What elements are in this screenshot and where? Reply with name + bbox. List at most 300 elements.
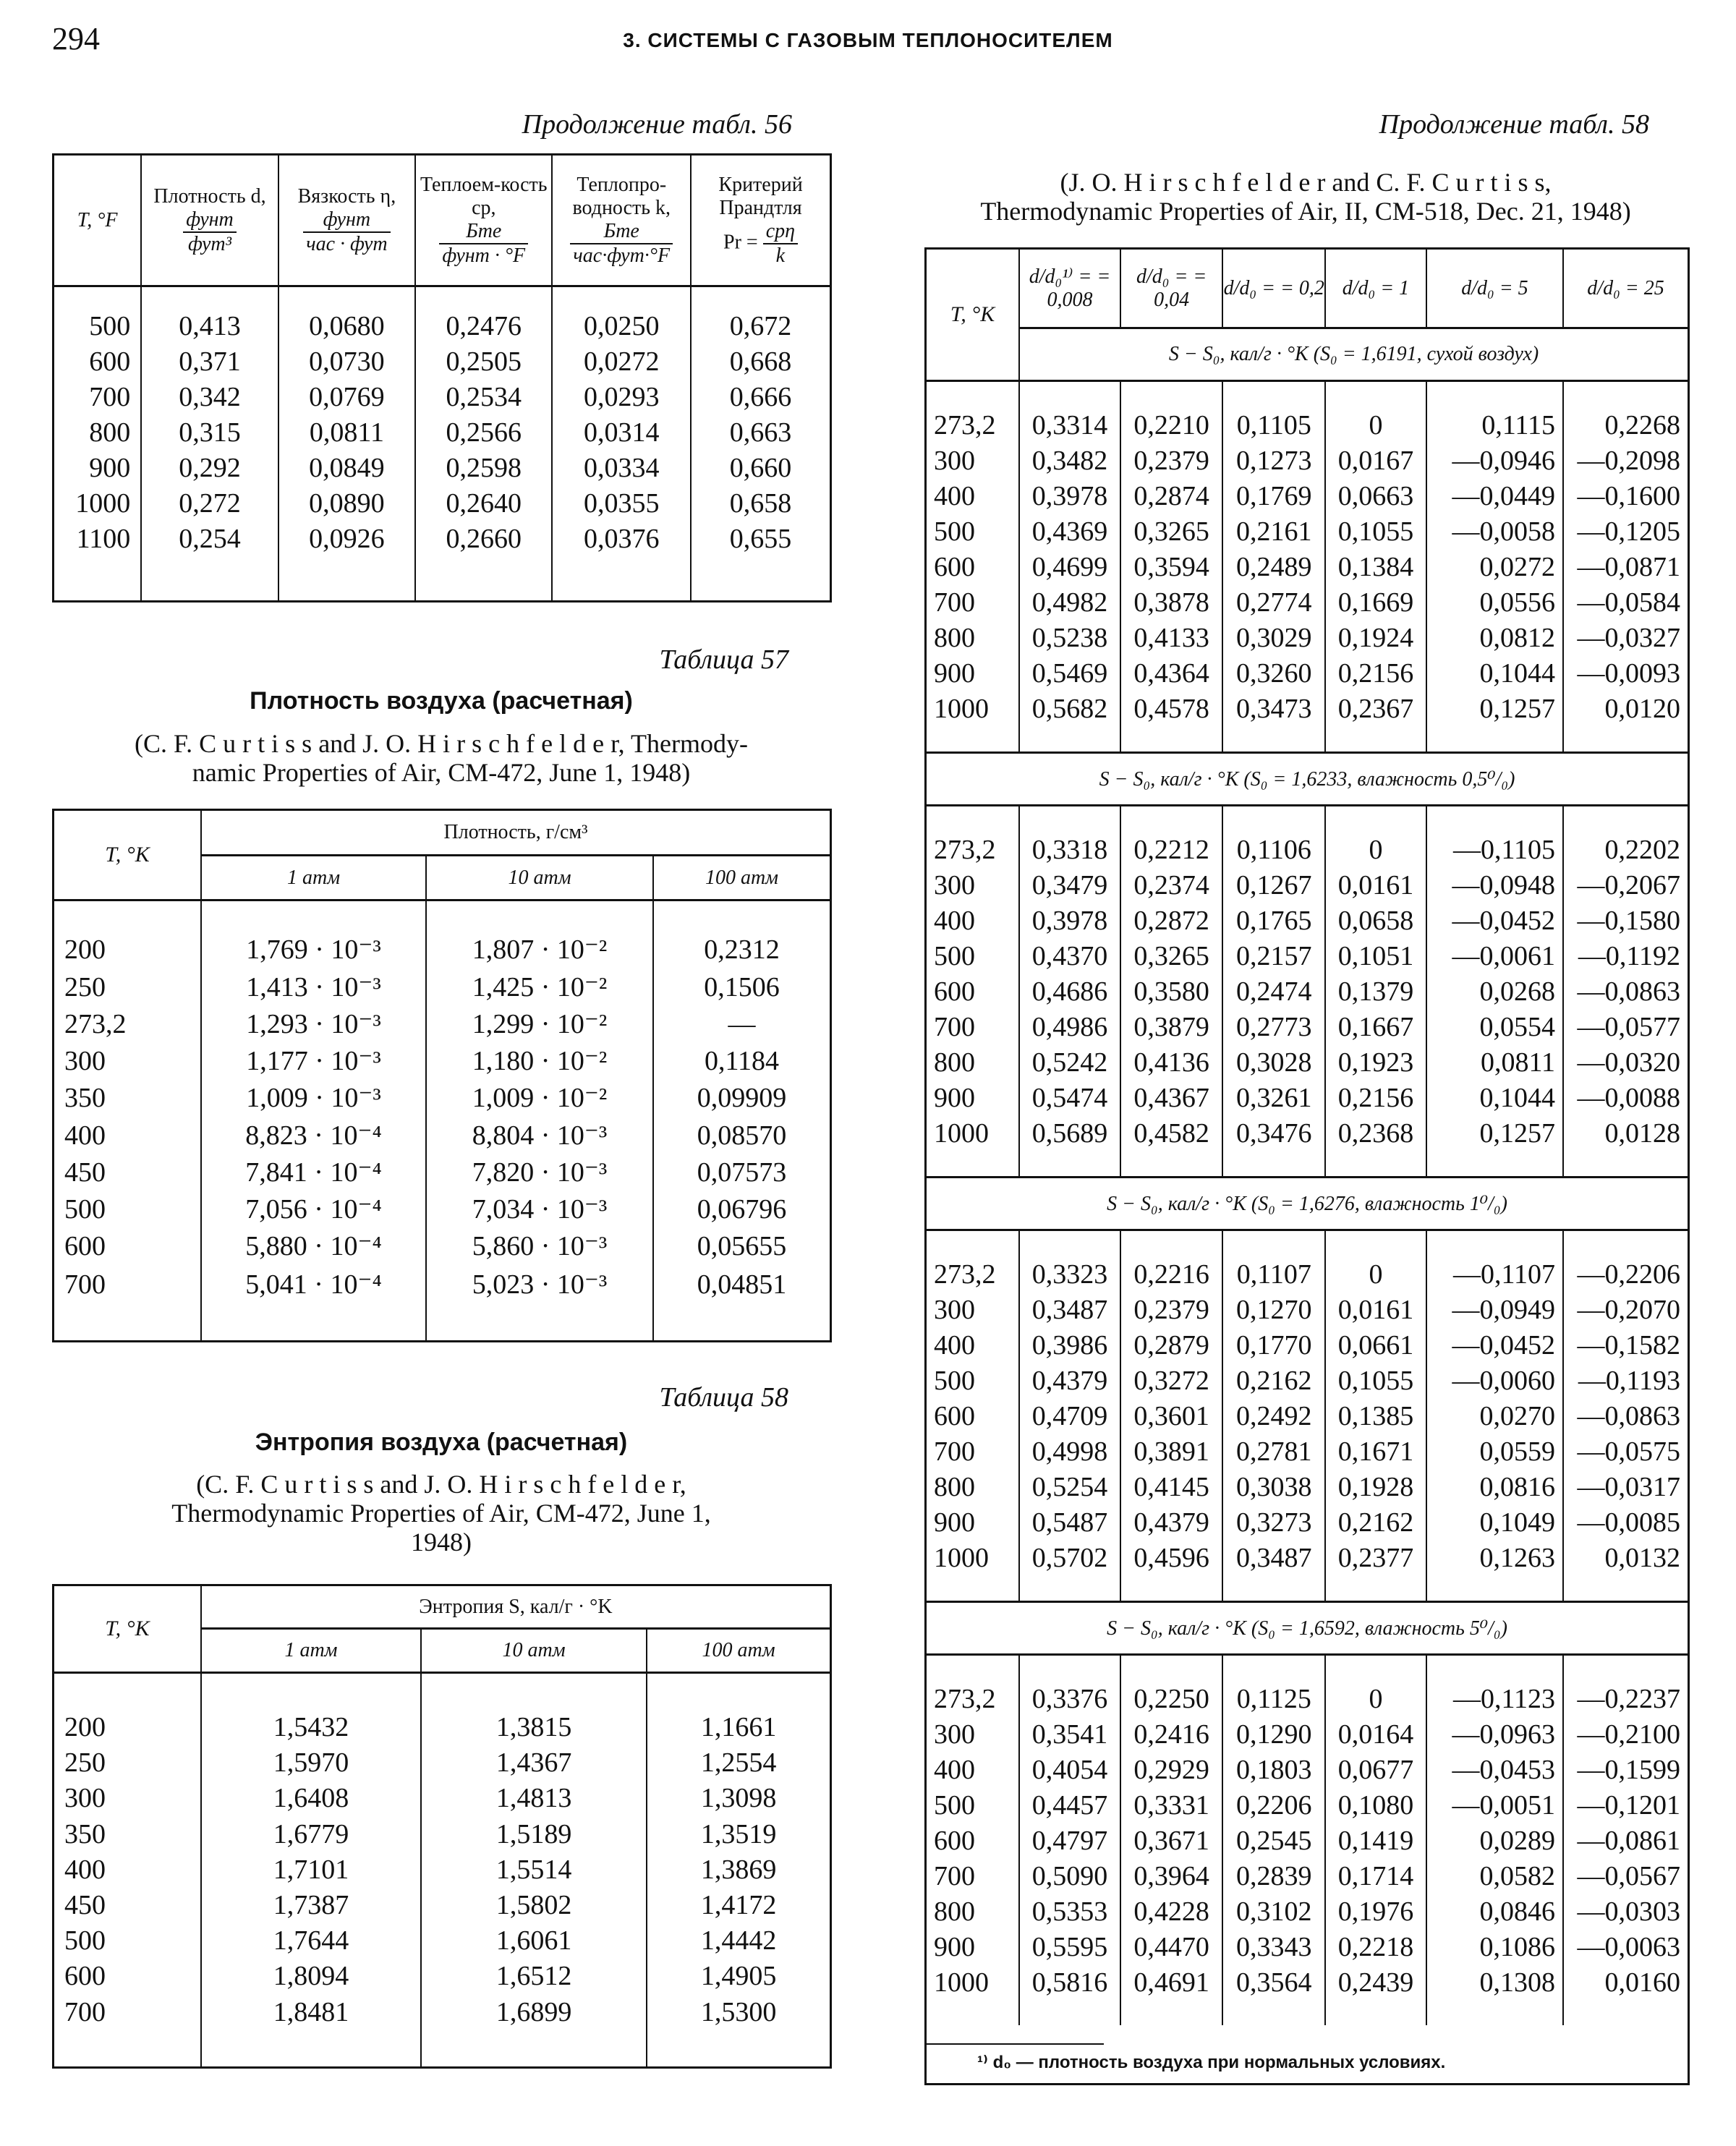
- table58cont-cell: 0,5242: [1019, 1045, 1120, 1081]
- table56-cell: 0,666: [691, 380, 830, 415]
- table58cont-cell: —0,1600: [1563, 479, 1688, 514]
- table56-cell: 0,0272: [552, 344, 691, 380]
- table58-cell: 1,8094: [201, 1959, 421, 1994]
- table57-cell: 7,034 · 10⁻³: [426, 1191, 653, 1228]
- table58cont-cell: 400: [934, 1755, 975, 1785]
- table58cont-cell: 0,4379: [1120, 1505, 1223, 1541]
- table58cont-cell: 0,3028: [1222, 1045, 1325, 1081]
- table58cont-row: [926, 382, 1689, 443]
- table58cont-row: [926, 806, 1689, 869]
- table58cont-cell: 0,3102: [1222, 1894, 1325, 1930]
- table58cont-cell: 0,3273: [1222, 1505, 1325, 1541]
- table58-row: [54, 1781, 831, 1816]
- table58cont-cell: 500: [934, 1366, 975, 1396]
- table58cont-cell: 0,2162: [1222, 1363, 1325, 1399]
- table58cont-cell: 0,3580: [1120, 974, 1223, 1010]
- table57-cell: 0,1506: [653, 969, 830, 1006]
- table58cont-row: [926, 1230, 1689, 1293]
- table58cont-cell: 700: [934, 587, 975, 618]
- table58cont-cell: 0,2206: [1222, 1788, 1325, 1823]
- table58cont-row: [926, 550, 1689, 585]
- table58-cell: 1,3869: [647, 1852, 830, 1888]
- table58cont-cell: 0,1667: [1325, 1010, 1426, 1045]
- table58cont-cell: 0,5689: [1019, 1116, 1120, 1178]
- table58cont-row: [926, 1753, 1689, 1788]
- table56-header-row: [54, 155, 831, 286]
- table58cont-row: [926, 1655, 1689, 1718]
- table58cont-cell: 0,3318: [1019, 806, 1120, 869]
- table58cont-cell: 0,4367: [1120, 1081, 1223, 1116]
- table58cont-cell: —0,0093: [1563, 656, 1688, 691]
- table58cont-cell: 0,2157: [1222, 939, 1325, 974]
- table58cont-cell: 0,1105: [1222, 382, 1325, 443]
- table58cont-block-label-2: S − S₀, кал/г · °K (S₀ = 1,6276, влажность 1⁰/₀): [926, 1178, 1689, 1230]
- table58cont-cell: 0,0658: [1325, 903, 1426, 939]
- table57-cell: 0,07573: [653, 1154, 830, 1191]
- table58cont-cell: 0,2202: [1563, 806, 1688, 869]
- table58-cell: 500: [64, 1925, 106, 1956]
- table58cont-row: [926, 1859, 1689, 1894]
- table58-cell: 1,4442: [647, 1923, 830, 1959]
- table58cont-cell: 0,4686: [1019, 974, 1120, 1010]
- table58cont-cell: —0,0963: [1426, 1717, 1563, 1753]
- table58cont-block-label-3: S − S₀, кал/г · °K (S₀ = 1,6592, влажность 5⁰/₀): [926, 1602, 1689, 1655]
- table58cont-row: [926, 1894, 1689, 1930]
- table58cont-cell: 0,2212: [1120, 806, 1223, 869]
- table58cont-cell: 400: [934, 1330, 975, 1361]
- table58cont-row: [926, 1293, 1689, 1328]
- table57-cell: 8,804 · 10⁻³: [426, 1117, 653, 1154]
- table58cont-cell: 800: [934, 1472, 975, 1502]
- table56-cell: 0,658: [691, 486, 830, 521]
- table58-cell: 1,7101: [201, 1852, 421, 1888]
- table58cont-cell: 0,5682: [1019, 691, 1120, 753]
- table58cont-cell: 0,1419: [1325, 1823, 1426, 1859]
- table58cont-cell: 0,3265: [1120, 514, 1223, 550]
- table58cont-cell: 0,1924: [1325, 621, 1426, 656]
- table56-header-viscosity: Вязкость η, $\frac{\text{фунт}}{\text{час · фут}}$: [278, 155, 415, 286]
- table57-cell: 1,413 · 10⁻³: [201, 969, 426, 1006]
- table57-cell: 0,09909: [653, 1080, 830, 1117]
- table58cont-cell: 0,4578: [1120, 691, 1223, 753]
- table58cont-row: [926, 1823, 1689, 1859]
- table58-header-t: T, °K: [105, 1616, 150, 1640]
- table56-cell: 0,2534: [415, 380, 552, 415]
- table57-header-group: Плотность, г/см³: [201, 810, 830, 856]
- table58-cell: 1,2554: [647, 1745, 830, 1781]
- table58cont-cell: 0,2416: [1120, 1717, 1223, 1753]
- table58cont-cell: 0,0160: [1563, 1965, 1688, 2025]
- table56-cell: 0,0334: [552, 451, 691, 486]
- table58-cell: 250: [64, 1747, 106, 1779]
- table58-cell: 1,6512: [421, 1959, 647, 1994]
- table58cont-cell: —0,0863: [1563, 1399, 1688, 1434]
- table58cont-cell: 900: [934, 658, 975, 689]
- table58cont-cell: 0,2210: [1120, 382, 1223, 443]
- table56-row: [54, 286, 831, 345]
- table57-row: [54, 1265, 831, 1341]
- table58cont-cell: 0,2489: [1222, 550, 1325, 585]
- table58cont-cell: 0,0811: [1426, 1045, 1563, 1081]
- table58cont-row: [926, 585, 1689, 621]
- table58cont-cell: 0,2773: [1222, 1010, 1325, 1045]
- table58cont-cell: 0,3594: [1120, 550, 1223, 585]
- table58cont-cell: —0,2206: [1563, 1230, 1688, 1293]
- table56-cell: 0,2640: [415, 486, 552, 521]
- table58cont-cell: 500: [934, 941, 975, 971]
- table58cont-cell: 0,1125: [1222, 1655, 1325, 1718]
- table58cont-cell: —0,0303: [1563, 1894, 1688, 1930]
- table57-cell: 5,860 · 10⁻³: [426, 1228, 653, 1265]
- table58-row: [54, 1852, 831, 1888]
- table58cont-cell: 0,5487: [1019, 1505, 1120, 1541]
- table58cont-cell: 0,2156: [1325, 656, 1426, 691]
- table57-cell: 1,299 · 10⁻²: [426, 1006, 653, 1043]
- table58cont-cell: 0,5254: [1019, 1470, 1120, 1505]
- table58cont-cell: 0,1928: [1325, 1470, 1426, 1505]
- table58cont-cell: —0,1193: [1563, 1363, 1688, 1399]
- table56-cell: 0,0730: [278, 344, 415, 380]
- table56-cell: 0,0355: [552, 486, 691, 521]
- table58cont-cell: —0,0051: [1426, 1788, 1563, 1823]
- table58cont-row: [926, 443, 1689, 479]
- table57-cell: 5,041 · 10⁻⁴: [201, 1265, 426, 1341]
- table58cont-cell: —0,1205: [1563, 514, 1688, 550]
- table58cont-cell: 0,2439: [1325, 1965, 1426, 2025]
- table58cont-cell: 0,3487: [1222, 1541, 1325, 1602]
- table57-row: [54, 1228, 831, 1265]
- table58cont-cell: —0,0063: [1563, 1930, 1688, 1965]
- table56-row: [54, 486, 831, 521]
- table58cont-cell: 0,1049: [1426, 1505, 1563, 1541]
- page-number: 294: [52, 21, 100, 56]
- table57-cell: 5,880 · 10⁻⁴: [201, 1228, 426, 1265]
- table58cont-cell: 0,3879: [1120, 1010, 1223, 1045]
- table58cont-cell: 273,2: [934, 1259, 996, 1290]
- table58cont-cell: 400: [934, 906, 975, 936]
- table58cont-cell: 0,4709: [1019, 1399, 1120, 1434]
- table58cont-cell: —0,0060: [1426, 1363, 1563, 1399]
- table57-cell: 7,056 · 10⁻⁴: [201, 1191, 426, 1228]
- table58cont-cell: 0,1923: [1325, 1045, 1426, 1081]
- table58cont-cell: —0,1580: [1563, 903, 1688, 939]
- table58cont-cell: 0,3265: [1120, 939, 1223, 974]
- table58cont-cell: 273,2: [934, 410, 996, 440]
- table58cont-cell: 0,4370: [1019, 939, 1120, 974]
- table58cont-cell: 0,1051: [1325, 939, 1426, 974]
- table58cont-cell: 0,0167: [1325, 443, 1426, 479]
- table57-cell: 1,807 · 10⁻²: [426, 900, 653, 969]
- table58cont-cell: 0,0663: [1325, 479, 1426, 514]
- table56-caption: Продолжение табл. 56: [522, 109, 792, 140]
- table57-header-1atm: 1 атм: [201, 855, 426, 900]
- table58cont-cell: 900: [934, 1932, 975, 1962]
- table58cont-row: [926, 1717, 1689, 1753]
- table58cont-row: [926, 1470, 1689, 1505]
- table58cont-cell: —0,0327: [1563, 621, 1688, 656]
- table58cont-cell: 0,2929: [1120, 1753, 1223, 1788]
- table58cont-cell: 800: [934, 623, 975, 653]
- table56-cell: 0,672: [691, 286, 830, 345]
- table58cont-cell: 800: [934, 1047, 975, 1078]
- table58cont-cell: 0,0132: [1563, 1541, 1688, 1602]
- table58cont-cell: 600: [934, 1401, 975, 1431]
- table58cont-cell: 0,4145: [1120, 1470, 1223, 1505]
- table56-cell: 0,2660: [415, 521, 552, 602]
- table58cont-cell: —0,0863: [1563, 974, 1688, 1010]
- table56-cell: 0,0926: [278, 521, 415, 602]
- table58cont-cell: 900: [934, 1507, 975, 1538]
- table57-cell: 8,823 · 10⁻⁴: [201, 1117, 426, 1154]
- table58cont-row: [926, 691, 1689, 753]
- table58-row: [54, 1672, 831, 1745]
- table57-cell: 0,05655: [653, 1228, 830, 1265]
- table58cont-cell: 0,1257: [1426, 691, 1563, 753]
- table58cont-cell: —0,0949: [1426, 1293, 1563, 1328]
- table58cont-cell: 0,1669: [1325, 585, 1426, 621]
- table58cont-cell: —0,0577: [1563, 1010, 1688, 1045]
- table56-header-prandtl: Критерий Прандтля Pr = $\frac{\text{cpη}}{k}$: [691, 155, 830, 286]
- table58cont-cell: 0,1080: [1325, 1788, 1426, 1823]
- table58cont-row: [926, 1081, 1689, 1116]
- table56-cell: 700: [89, 382, 131, 412]
- table58cont-cell: 0,5090: [1019, 1859, 1120, 1894]
- table58-cell: 1,7644: [201, 1923, 421, 1959]
- table57-cell: 0,2312: [653, 900, 830, 969]
- table58-source: (C. F. C u r t i s s and J. O. H i r s c h f e l d e r, Thermodynamic Properties of Air, CM-472, June 1, 1948): [171, 1470, 711, 1557]
- table57-cell: 1,009 · 10⁻²: [426, 1080, 653, 1117]
- table58cont-cell: 0,1714: [1325, 1859, 1426, 1894]
- table57-cell: 400: [64, 1120, 106, 1151]
- table57-header-100atm: 100 атм: [653, 855, 830, 900]
- table58-title: Энтропия воздуха (расчетная): [255, 1428, 628, 1456]
- table58cont-cell: 273,2: [934, 835, 996, 865]
- table56-cell: 0,371: [141, 344, 278, 380]
- table58cont-source: (J. O. H i r s c h f e l d e r and C. F. C u r t i s s, Thermodynamic Properties of Air, II, CM-518, Dec. 21, 1948): [980, 168, 1631, 226]
- table58cont-cell: 0,1976: [1325, 1894, 1426, 1930]
- table58cont-header-4: d/d₀ = 5: [1426, 249, 1563, 328]
- table58cont-row: [926, 514, 1689, 550]
- table56-cell: 0,0250: [552, 286, 691, 345]
- table58cont-cell: 0,5702: [1019, 1541, 1120, 1602]
- table58cont-cell: —0,0085: [1563, 1505, 1688, 1541]
- table58cont-cell: —0,0061: [1426, 939, 1563, 974]
- table57-cell: 1,177 · 10⁻³: [201, 1043, 426, 1080]
- table58cont-cell: 600: [934, 976, 975, 1007]
- table57-cell: 300: [64, 1046, 106, 1077]
- table58cont-cell: 0,2774: [1222, 585, 1325, 621]
- table58cont-cell: 0,3479: [1019, 868, 1120, 903]
- table56-cell: 0,254: [141, 521, 278, 602]
- table58cont-cell: 0,4582: [1120, 1116, 1223, 1178]
- table58cont-cell: 0,4596: [1120, 1541, 1223, 1602]
- table58cont-cell: 0,0677: [1325, 1753, 1426, 1788]
- table56-header-conductivity: Теплопро-водность k, $\frac{\text{Бте}}{\text{час·фут·°F}}$: [552, 155, 691, 286]
- table58cont-cell: 0: [1325, 1655, 1426, 1718]
- table58cont-cell: 0,2268: [1563, 382, 1688, 443]
- table58cont-cell: 0,3323: [1019, 1230, 1120, 1293]
- table58-cell: 1,3519: [647, 1816, 830, 1852]
- table58cont-cell: —0,1105: [1426, 806, 1563, 869]
- table56-row: [54, 521, 831, 602]
- table58cont-row: [926, 1045, 1689, 1081]
- table58cont-cell: 0,2879: [1120, 1328, 1223, 1363]
- table56-body: [54, 286, 831, 602]
- table56-cell: 800: [89, 417, 131, 448]
- table58cont-header-t: T, °K: [950, 302, 995, 326]
- table58cont-cell: 900: [934, 1083, 975, 1113]
- table58cont-cell: 700: [934, 1012, 975, 1042]
- table58cont-cell: 0,1769: [1222, 479, 1325, 514]
- table58cont-cell: 0,4133: [1120, 621, 1223, 656]
- table58cont-cell: 0,2218: [1325, 1930, 1426, 1965]
- table57-cell: 450: [64, 1157, 106, 1188]
- table57-cell: 0,1184: [653, 1043, 830, 1080]
- table58-cell: 1,4172: [647, 1888, 830, 1923]
- table58-cell: 1,5970: [201, 1745, 421, 1781]
- table57-row: [54, 1006, 831, 1043]
- table58cont-row: [926, 868, 1689, 903]
- table58-cell: 1,6899: [421, 1995, 647, 2068]
- table58cont-cell: 0,5353: [1019, 1894, 1120, 1930]
- table57-row: [54, 969, 831, 1006]
- table58cont-cell: 0,1270: [1222, 1293, 1325, 1328]
- table58cont-row: [926, 1788, 1689, 1823]
- table58-cell: 350: [64, 1818, 106, 1849]
- table58cont-row: [926, 1399, 1689, 1434]
- table58-row: [54, 1745, 831, 1781]
- table56-header-heatcap: Теплоем-кость cp, $\frac{\text{Бте}}{\text{фунт · °F}}$: [415, 155, 552, 286]
- table58cont-cell: 0,3473: [1222, 691, 1325, 753]
- table58cont-cell: 0,2374: [1120, 868, 1223, 903]
- table56-cell: 0,0890: [278, 486, 415, 521]
- table58cont-cell: 0,1267: [1222, 868, 1325, 903]
- table58cont-cell: 0,3261: [1222, 1081, 1325, 1116]
- table57-cell: 0,08570: [653, 1117, 830, 1154]
- table58cont-cell: 700: [934, 1436, 975, 1467]
- table58-cell: 600: [64, 1961, 106, 1992]
- table58cont-cell: 0,2368: [1325, 1116, 1426, 1178]
- table58cont-cell: 0,3314: [1019, 382, 1120, 443]
- table58cont-row: [926, 974, 1689, 1010]
- table58cont-cell: 1000: [934, 1967, 989, 1998]
- table58cont-cell: 0,4998: [1019, 1434, 1120, 1470]
- table58-cell: 1,5189: [421, 1816, 647, 1852]
- table57-body: [54, 900, 831, 1342]
- table58cont-cell: —0,0449: [1426, 479, 1563, 514]
- table58cont-cell: —0,2098: [1563, 443, 1688, 479]
- table56-cell: 0,660: [691, 451, 830, 486]
- table58cont-cell: 0,0161: [1325, 868, 1426, 903]
- table58cont-cell: 0,4986: [1019, 1010, 1120, 1045]
- running-head: 3. СИСТЕМЫ С ГАЗОВЫМ ТЕПЛОНОСИТЕЛЕМ: [623, 29, 1113, 51]
- table58cont-cell: 0,3476: [1222, 1116, 1325, 1178]
- table58cont-row: [926, 621, 1689, 656]
- table58cont-cell: 0,3029: [1222, 621, 1325, 656]
- table56-cell: 0,0293: [552, 380, 691, 415]
- table58cont-cell: 0,1273: [1222, 443, 1325, 479]
- table58cont-cell: 0,3376: [1019, 1655, 1120, 1718]
- table58cont-cell: 0,4369: [1019, 514, 1120, 550]
- table58cont-cell: 0,3487: [1019, 1293, 1120, 1328]
- table58cont-cell: 0,4054: [1019, 1753, 1120, 1788]
- table58-cell: 400: [64, 1854, 106, 1885]
- table57-cell: 0,06796: [653, 1191, 830, 1228]
- table58cont-cell: 0,3978: [1019, 479, 1120, 514]
- table58cont-cell: —0,1582: [1563, 1328, 1688, 1363]
- table57-row: [54, 1043, 831, 1080]
- table58cont-cell: —0,0058: [1426, 514, 1563, 550]
- table58cont-cell: 0,3038: [1222, 1470, 1325, 1505]
- table58cont-caption: Продолжение табл. 58: [1379, 109, 1649, 140]
- table58cont-cell: 0,0661: [1325, 1328, 1426, 1363]
- table58cont-cell: —0,0946: [1426, 443, 1563, 479]
- table57-source: (C. F. C u r t i s s and J. O. H i r s c h f e l d e r, Thermody- namic Properties of Air, CM-472, June 1, 1948): [135, 729, 748, 787]
- table58cont-cell: 0,4136: [1120, 1045, 1223, 1081]
- table58cont-cell: 1000: [934, 1118, 989, 1149]
- table58cont-header-3: d/d₀ = 1: [1325, 249, 1426, 328]
- table57-cell: 7,820 · 10⁻³: [426, 1154, 653, 1191]
- table58-cell: 1,8481: [201, 1995, 421, 2068]
- footnote: ¹⁾ d₀ — плотность воздуха при нормальных условиях.: [977, 2053, 1446, 2072]
- table58cont-cell: 0,3343: [1222, 1930, 1325, 1965]
- table58cont-cell: 0,0268: [1426, 974, 1563, 1010]
- table58cont-body: [926, 381, 1689, 2026]
- table56-cell: 600: [89, 346, 131, 377]
- table58-row: [54, 1995, 831, 2068]
- table58cont-cell: 500: [934, 1790, 975, 1821]
- table56-cell: 0,2566: [415, 415, 552, 451]
- table58cont-cell: 700: [934, 1861, 975, 1891]
- table58cont-cell: —0,0452: [1426, 903, 1563, 939]
- table58-header-100atm: 100 атм: [647, 1629, 830, 1672]
- table58-cell: 1,5514: [421, 1852, 647, 1888]
- table58cont-cell: 0,4364: [1120, 656, 1223, 691]
- table58cont-cell: 0,1290: [1222, 1717, 1325, 1753]
- table58-cell: 1,7387: [201, 1888, 421, 1923]
- table58-cell: 200: [64, 1711, 106, 1742]
- table58cont-cell: 0,5595: [1019, 1930, 1120, 1965]
- table58cont-cell: —0,1599: [1563, 1753, 1688, 1788]
- table58cont-cell: 0,2379: [1120, 1293, 1223, 1328]
- table58-row: [54, 1923, 831, 1959]
- table56-cell: 0,2476: [415, 286, 552, 345]
- table58-cell: 1,4905: [647, 1959, 830, 1994]
- table58-header-10atm: 10 атм: [421, 1629, 647, 1672]
- table58cont-header-0: d/d₀¹⁾ = = 0,008: [1019, 249, 1120, 328]
- table58cont-cell: 0,1044: [1426, 656, 1563, 691]
- table58cont-row: [926, 479, 1689, 514]
- table58cont-cell: 0: [1325, 382, 1426, 443]
- table58cont-cell: —0,1107: [1426, 1230, 1563, 1293]
- table58cont-cell: 300: [934, 1719, 975, 1750]
- table58cont-row: [926, 1328, 1689, 1363]
- table56-cell: 1000: [75, 488, 131, 519]
- table58cont-cell: 0,5474: [1019, 1081, 1120, 1116]
- table56-cell: 0,2505: [415, 344, 552, 380]
- table58cont-block-label-0: S − S₀, кал/г · °K (S₀ = 1,6191, сухой воздух): [1019, 328, 1688, 381]
- table57: [52, 809, 832, 1342]
- table58-row: [54, 1888, 831, 1923]
- table58cont-cell: 0,2367: [1325, 691, 1426, 753]
- table58cont-cell: 0,2379: [1120, 443, 1223, 479]
- table58cont-cell: 0,1308: [1426, 1965, 1563, 2025]
- table56: [52, 153, 832, 603]
- table58cont-cell: 0,2545: [1222, 1823, 1325, 1859]
- table58cont-cell: 0,1055: [1325, 514, 1426, 550]
- table58cont-row: [926, 1505, 1689, 1541]
- table57-cell: 7,841 · 10⁻⁴: [201, 1154, 426, 1191]
